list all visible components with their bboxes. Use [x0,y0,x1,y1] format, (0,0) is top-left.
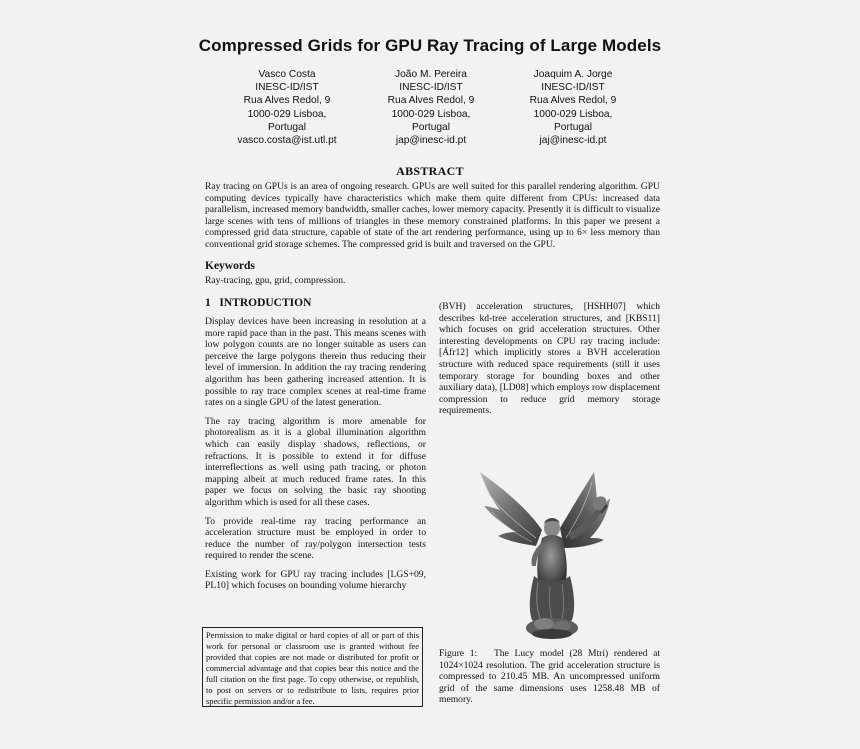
author-country: Portugal [268,121,306,133]
author-city: 1000-029 Lisboa, [391,108,471,120]
left-column [205,316,426,599]
paragraph: Display devices have been increasing in resolution at a more rapid pace than in the past. This means scenes with low polygon counts are no longer suitable as users can perceive the large polygons therein thus reducing their level of immersion. In addition the ray tracing rendering algorithm has been gathering increased attention. It is possible to ray trace complex scenes at real-time frame rates on a single GPU of the latest generation. [205,316,426,409]
permission-notice-box: Permission to make digital or hard copies of all or part of this work for personal or classroom use is granted without fee provided that copies are not made or distributed for profit or commercial advantage and that copies bear this notice and the full citation on the first page. To copy otherwise, or republish, to post on servers or to redistribute to lists, requires prior specific permission and/or a fee. [202,627,423,707]
paper-title: Compressed Grids for GPU Ray Tracing of Large Models [198,36,662,55]
figure-caption: Figure 1: The Lucy model (28 Mtri) rendered at 1024×1024 resolution. The grid acceleration structure is compressed to 210.45 MB. An uncompressed uniform grid of the same dimensions uses 1258.48 MB of memory. [439,648,663,706]
figure-lucy-render [472,468,629,643]
paragraph: (BVH) acceleration structures, [HSHH07] which describes kd-tree acceleration structures, and [KBS11] which focuses on grid acceleration structures. Other interesting developments on CPU ray tracing include: [Áfr12] which implicitly stores a BVH acceleration structure with reduced space requirements (still it uses temporary storage for bounding boxes and other auxiliary data), [LD08] which employs row displacement compression to reduce grid memory storage requirements. [439,301,660,417]
author-name: Joaquim A. Jorge [533,69,613,80]
author-country: Portugal [412,121,450,133]
author-affiliation: INESC-ID/IST [399,82,463,94]
right-column [439,301,660,424]
author-name: João M. Pereira [395,69,467,80]
abstract-text: Ray tracing on GPUs is an area of ongoing research. GPUs are well suited for this parallel rendering algorithm. GPU computing devices typically have characteristics which make them quite different from CPUs: increased data parallelism, increased memory bandwidth, smaller caches, lower memory capacity. Presently it is difficult to visualize large scenes with tens of millions of triangles in these memory constrained platforms. In this paper we present a compressed grid data structure, capable of state of the art rendering performance, using up to 6× less memory than conventional grid storage schemes. The compressed grid is built and traversed on the GPU. [205,181,660,250]
author-affiliation: INESC-ID/IST [255,82,319,94]
paragraph: The ray tracing algorithm is more amenable for photorealism as it is a global illumination algorithm which can easily display shadows, reflections, or refractions. It is possible to extend it for diffuse interreflections as well using path tracing, or photon mapping albeit at much reduced frame rates. In this paper we focus on solving the basic ray shooting algorithm which is used for all these cases. [205,415,426,508]
author-street: Rua Alves Redol, 9 [243,95,331,107]
author-affiliation: INESC-ID/IST [541,82,605,94]
paragraph: To provide real-time ray tracing performance an acceleration structure must be employed in order to reduce the number of ray/polygon intersection tests required to render the scene. [205,515,426,562]
author-city: 1000-029 Lisboa, [533,108,613,120]
author-block-2 [356,68,506,147]
author-email: vasco.costa@ist.utl.pt [237,135,337,147]
author-email: jaj@inesc-id.pt [539,135,607,147]
author-country: Portugal [554,121,592,133]
author-city: 1000-029 Lisboa, [247,108,327,120]
keywords-text: Ray-tracing, gpu, grid, compression. [205,275,346,286]
paragraph: Existing work for GPU ray tracing includes [LGS+09, PL10] which focuses on bounding volume hierarchy [205,568,426,592]
author-block-1 [212,68,362,147]
author-block-3 [498,68,648,147]
author-name: Vasco Costa [258,69,316,80]
author-street: Rua Alves Redol, 9 [529,95,617,107]
author-email: jap@inesc-id.pt [395,135,467,147]
keywords-heading: Keywords [205,260,255,272]
section-heading-introduction: 1 INTRODUCTION [205,297,312,309]
abstract-heading: ABSTRACT [396,164,464,178]
author-street: Rua Alves Redol, 9 [387,95,475,107]
lucy-statue-image [472,468,629,643]
